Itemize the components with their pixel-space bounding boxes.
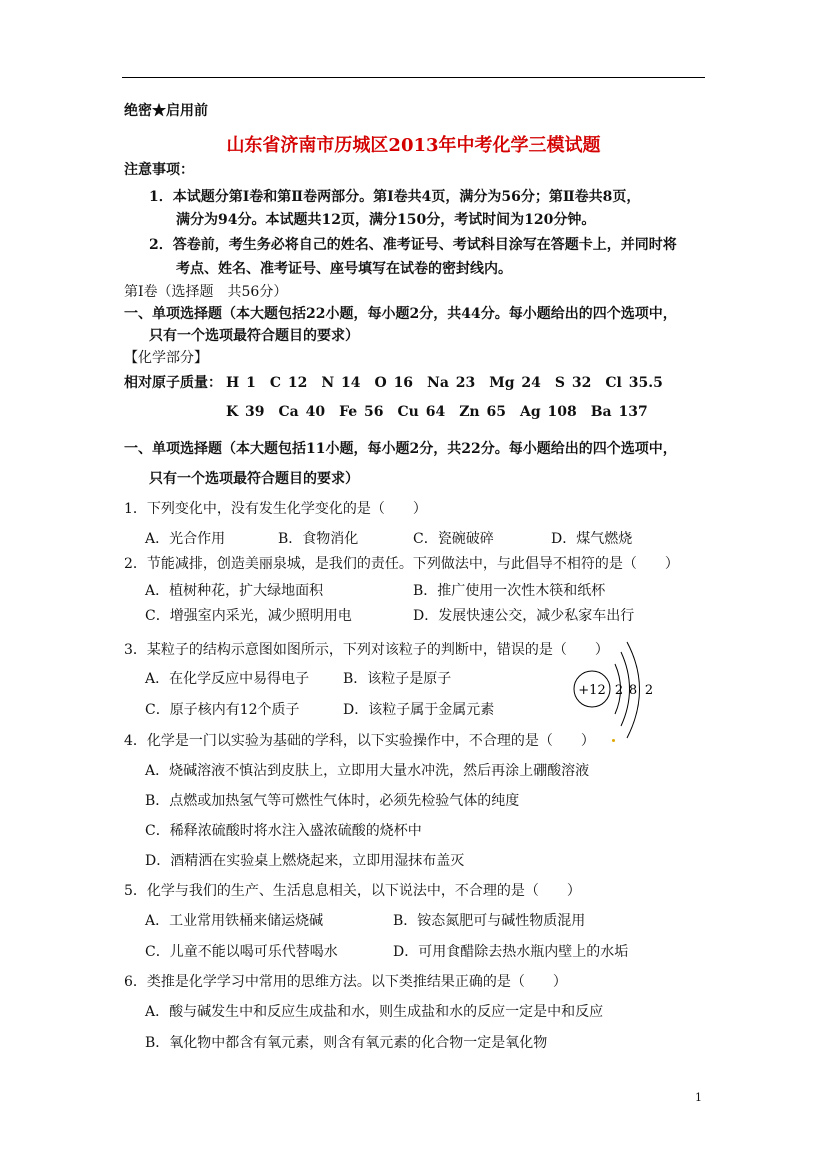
question-4-option-b: B．点燃或加热氢气等可燃性气体时，必须先检验气体的纯度 — [145, 793, 520, 809]
question-3-option-a: A．在化学反应中易得电子 — [145, 671, 310, 687]
question-4-option-c: C．稀释浓硫酸时将水注入盛浓硫酸的烧杯中 — [145, 823, 422, 839]
atomic-mass-label: 相对原子质量： — [124, 375, 222, 391]
question-4-option-d: D．酒精洒在实验桌上燃烧起来，立即用湿抹布盖灭 — [145, 853, 465, 869]
notice-heading: 注意事项： — [124, 162, 194, 178]
question-5-option-a: A．工业常用铁桶来储运烧碱 — [145, 913, 324, 929]
question-5-option-c: C．儿童不能以喝可乐代替喝水 — [145, 944, 338, 960]
question-5-option-d: D．可用食醋除去热水瓶内壁上的水垢 — [393, 944, 629, 960]
shell-3-electrons: 2 — [644, 683, 654, 698]
section-one-heading: 一、单项选择题（本大题包括22小题，每小题2分，共44分。每小题给出的四个选项中， — [124, 306, 677, 322]
question-3-stem: 3．某粒子的结构示意图如图所示，下列对该粒子的判断中，错误的是（ ） — [124, 642, 609, 658]
secret-mark: 绝密★启用前 — [124, 103, 208, 119]
question-4-option-a: A．烧碱溶液不慎沾到皮肤上，立即用大量水冲洗，然后再涂上硼酸溶液 — [145, 763, 590, 779]
question-5-option-b: B．铵态氮肥可与碱性物质混用 — [393, 913, 586, 929]
question-2-option-a: A．植树种花，扩大绿地面积 — [145, 583, 324, 599]
question-5-stem: 5．化学与我们的生产、生活息息相关，以下说法中，不合理的是（ ） — [124, 883, 581, 899]
question-3-option-c: C．原子核内有12个质子 — [145, 702, 300, 718]
atomic-mass-row-1: H 1 C 12 N 14 O 16 Na 23 Mg 24 S 32 Cl 35.5 — [226, 375, 663, 391]
notice-item-2: 2．答卷前，考生务必将自己的姓名、准考证号、考试科目涂写在答题卡上，并同时将 — [149, 237, 677, 253]
section-one-heading-cont: 只有一个选项最符合题目的要求） — [149, 328, 359, 344]
notice-item-1-cont: 满分为94分。本试题共12页，满分150分，考试时间为120分钟。 — [176, 212, 596, 228]
question-1-option-a: A．光合作用 — [145, 531, 226, 547]
header-rule — [122, 77, 705, 78]
question-3-option-b: B．该粒子是原子 — [343, 671, 452, 687]
part-one-heading: 第Ⅰ卷（选择题 共56分） — [124, 284, 288, 300]
question-1-option-d: D．煤气燃烧 — [551, 531, 633, 547]
atom-structure-diagram — [565, 640, 675, 740]
notice-item-1: 1．本试题分第Ⅰ卷和第Ⅱ卷两部分。第Ⅰ卷共4页，满分为56分；第Ⅱ卷共8页， — [149, 189, 641, 205]
chemistry-part-label: 【化学部分】 — [124, 350, 208, 366]
notice-item-2-cont: 考点、姓名、准考证号、座号填写在试卷的密封线内。 — [176, 261, 512, 277]
page-number: 1 — [695, 1091, 702, 1104]
question-4-stem: 4．化学是一门以实验为基础的学科，以下实验操作中，不合理的是（ ） — [124, 733, 595, 749]
nucleus-charge-label: +12 — [578, 683, 606, 698]
shell-1-electrons: 2 — [614, 683, 624, 698]
shell-2-electrons: 8 — [628, 683, 638, 698]
question-6-stem: 6．类推是化学学习中常用的思维方法。以下类推结果正确的是（ ） — [124, 974, 567, 990]
question-6-option-b: B．氧化物中都含有氧元素，则含有氧元素的化合物一定是氧化物 — [145, 1035, 548, 1051]
question-1-stem: 1．下列变化中，没有发生化学变化的是（ ） — [124, 501, 427, 517]
question-3-option-d: D．该粒子属于金属元素 — [343, 702, 495, 718]
question-2-option-b: B．推广使用一次性木筷和纸杯 — [413, 583, 606, 599]
atomic-mass-row-2: K 39 Ca 40 Fe 56 Cu 64 Zn 65 Ag 108 Ba 137 — [226, 404, 648, 420]
question-1-option-b: B．食物消化 — [278, 531, 359, 547]
question-2-option-d: D．发展快速公交，减少私家车出行 — [413, 608, 635, 624]
question-1-option-c: C．瓷碗破碎 — [413, 531, 494, 547]
question-6-option-a: A．酸与碱发生中和反应生成盐和水，则生成盐和水的反应一定是中和反应 — [145, 1004, 604, 1020]
decorative-dot — [612, 739, 615, 742]
section-two-heading: 一、单项选择题（本大题包括11小题，每小题2分，共22分。每小题给出的四个选项中， — [124, 441, 677, 457]
question-2-option-c: C．增强室内采光，减少照明用电 — [145, 608, 352, 624]
question-2-stem: 2．节能减排，创造美丽泉城，是我们的责任。下列做法中，与此倡导不相符的是（ ） — [124, 556, 679, 572]
section-two-heading-cont: 只有一个选项最符合题目的要求） — [149, 471, 359, 487]
page-title: 山东省济南市历城区2013年中考化学三模试题 — [226, 135, 601, 156]
